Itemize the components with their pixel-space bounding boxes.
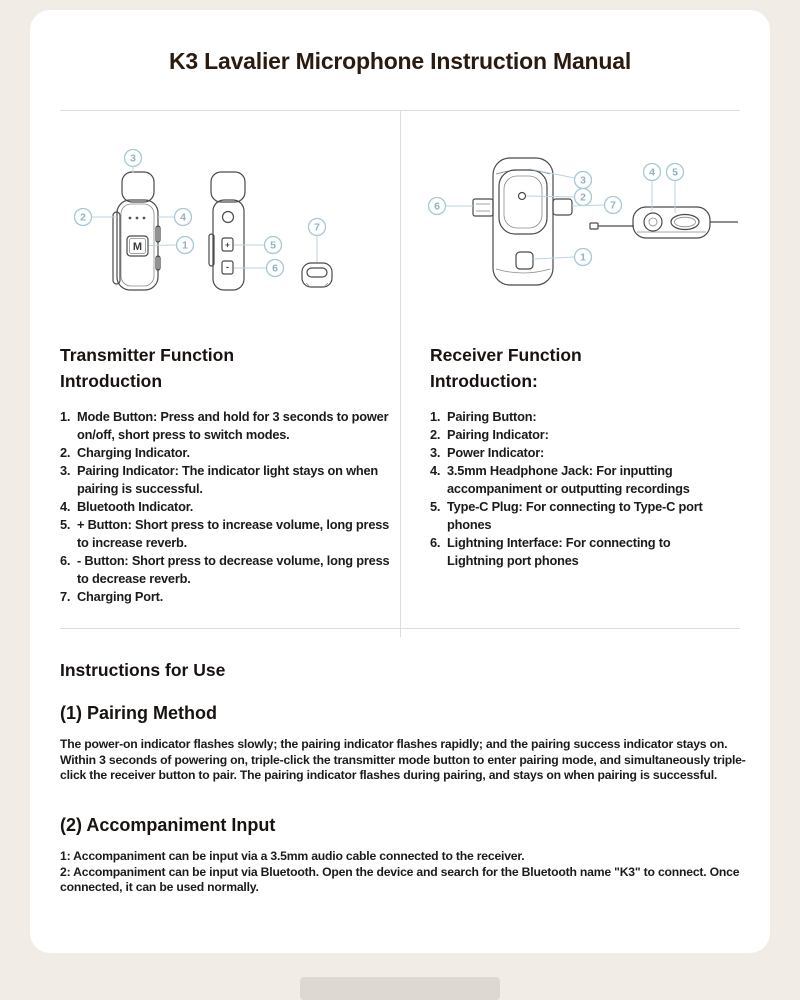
svg-text:4: 4 [180, 211, 186, 224]
transmitter-heading [60, 342, 234, 394]
bottom-divider [60, 628, 740, 629]
indicator-dot [129, 217, 132, 220]
receiver-heading [430, 342, 582, 394]
plus-glyph: + [225, 240, 230, 250]
transmitter-diagram [60, 140, 400, 310]
svg-text:2: 2 [80, 211, 86, 224]
accompaniment-lines [60, 849, 760, 896]
list-item: 2. Pairing Indicator: [430, 427, 549, 442]
receiver-heading-line1: Receiver Function [430, 345, 582, 365]
indicator-dot [136, 217, 139, 220]
accompaniment-line1: 1: Accompaniment can be input via a 3.5mm audio cable connected to the receiver. [60, 849, 525, 863]
svg-text:6: 6 [434, 200, 440, 213]
svg-text:3: 3 [580, 174, 586, 187]
list-item: 6. Lightning Interface: For connecting to Lightning port phones [430, 535, 671, 568]
svg-text:7: 7 [610, 199, 616, 212]
list-item: 5. + Button: Short press to increase volume, long press to increase reverb. [60, 517, 390, 550]
list-item: 1. Pairing Button: [430, 409, 537, 424]
page-title: K3 Lavalier Microphone Instruction Manual [168, 48, 632, 74]
svg-text:5: 5 [270, 239, 276, 252]
receiver-front-view [473, 158, 572, 285]
lightning-plug [473, 199, 493, 216]
list-item: 3. Pairing Indicator: The indicator light stays on when pairing is successful. [60, 463, 379, 496]
svg-text:1: 1 [182, 239, 188, 252]
svg-text:5: 5 [672, 166, 678, 179]
svg-text:3: 3 [130, 152, 136, 165]
receiver-heading-line2: Introduction: [430, 371, 538, 391]
manual-card [30, 10, 770, 953]
list-item: 3. Power Indicator: [430, 445, 545, 460]
bottom-handle-bar [300, 977, 500, 1000]
transmitter-side-view [209, 172, 245, 290]
svg-text:7: 7 [314, 221, 320, 234]
svg-text:4: 4 [649, 166, 655, 179]
list-item: 7. Charging Port. [60, 589, 164, 604]
transmitter-heading-line1: Transmitter Function [60, 345, 235, 365]
charging-port-part [302, 263, 332, 287]
receiver-feature-list [430, 408, 722, 570]
mic-hole [223, 212, 234, 223]
typec-port [671, 215, 699, 230]
pairing-method-title: (1) Pairing Method [60, 703, 217, 723]
pairing-led [519, 193, 526, 200]
list-item: 5. Type-C Plug: For connecting to Type-C port phones [430, 499, 703, 532]
svg-text:2: 2 [580, 191, 586, 204]
minus-glyph: - [226, 262, 229, 272]
indicator-dot [143, 217, 146, 220]
column-divider [400, 110, 401, 637]
list-item: 4. 3.5mm Headphone Jack: For inputting accompaniment or outputting recordings [430, 463, 690, 496]
typec-plug [553, 199, 572, 215]
transmitter-heading-line2: Introduction [60, 371, 163, 391]
list-item: 4. Bluetooth Indicator. [60, 499, 194, 514]
svg-text:1: 1 [580, 251, 586, 264]
receiver-diagram [420, 140, 740, 310]
accompaniment-line2: 2: Accompaniment can be input via Bluetooth. Open the device and search for the Bluetooth name "K3" to connect. Once connected, it can be used normally. [60, 864, 740, 895]
list-item: 1. Mode Button: Press and hold for 3 seconds to power on/off, short press to switch modes. [60, 409, 389, 442]
list-item: 6. - Button: Short press to decrease volume, long press to decrease reverb. [60, 553, 390, 586]
instructions-heading: Instructions for Use [60, 660, 226, 680]
svg-text:6: 6 [272, 262, 278, 275]
pairing-button [516, 252, 533, 269]
mode-button-label: M [132, 241, 143, 253]
transmitter-feature-list [60, 408, 395, 606]
transmitter-front-view [113, 172, 160, 290]
accompaniment-title: (2) Accompaniment Input [60, 815, 276, 835]
pairing-method-body: The power-on indicator flashes slowly; the pairing indicator flashes rapidly; and the pairing success indicator stays on. Within 3 seconds of powering on, triple-click the transmitter mode button to enter pairing mode, and simultaneously triple-click the receiver button to pair. The pairing indicator flashes during pairing, and stays on when pairing is successful. [60, 737, 746, 783]
list-item: 2. Charging Indicator. [60, 445, 190, 460]
headphone-jack [644, 213, 662, 231]
